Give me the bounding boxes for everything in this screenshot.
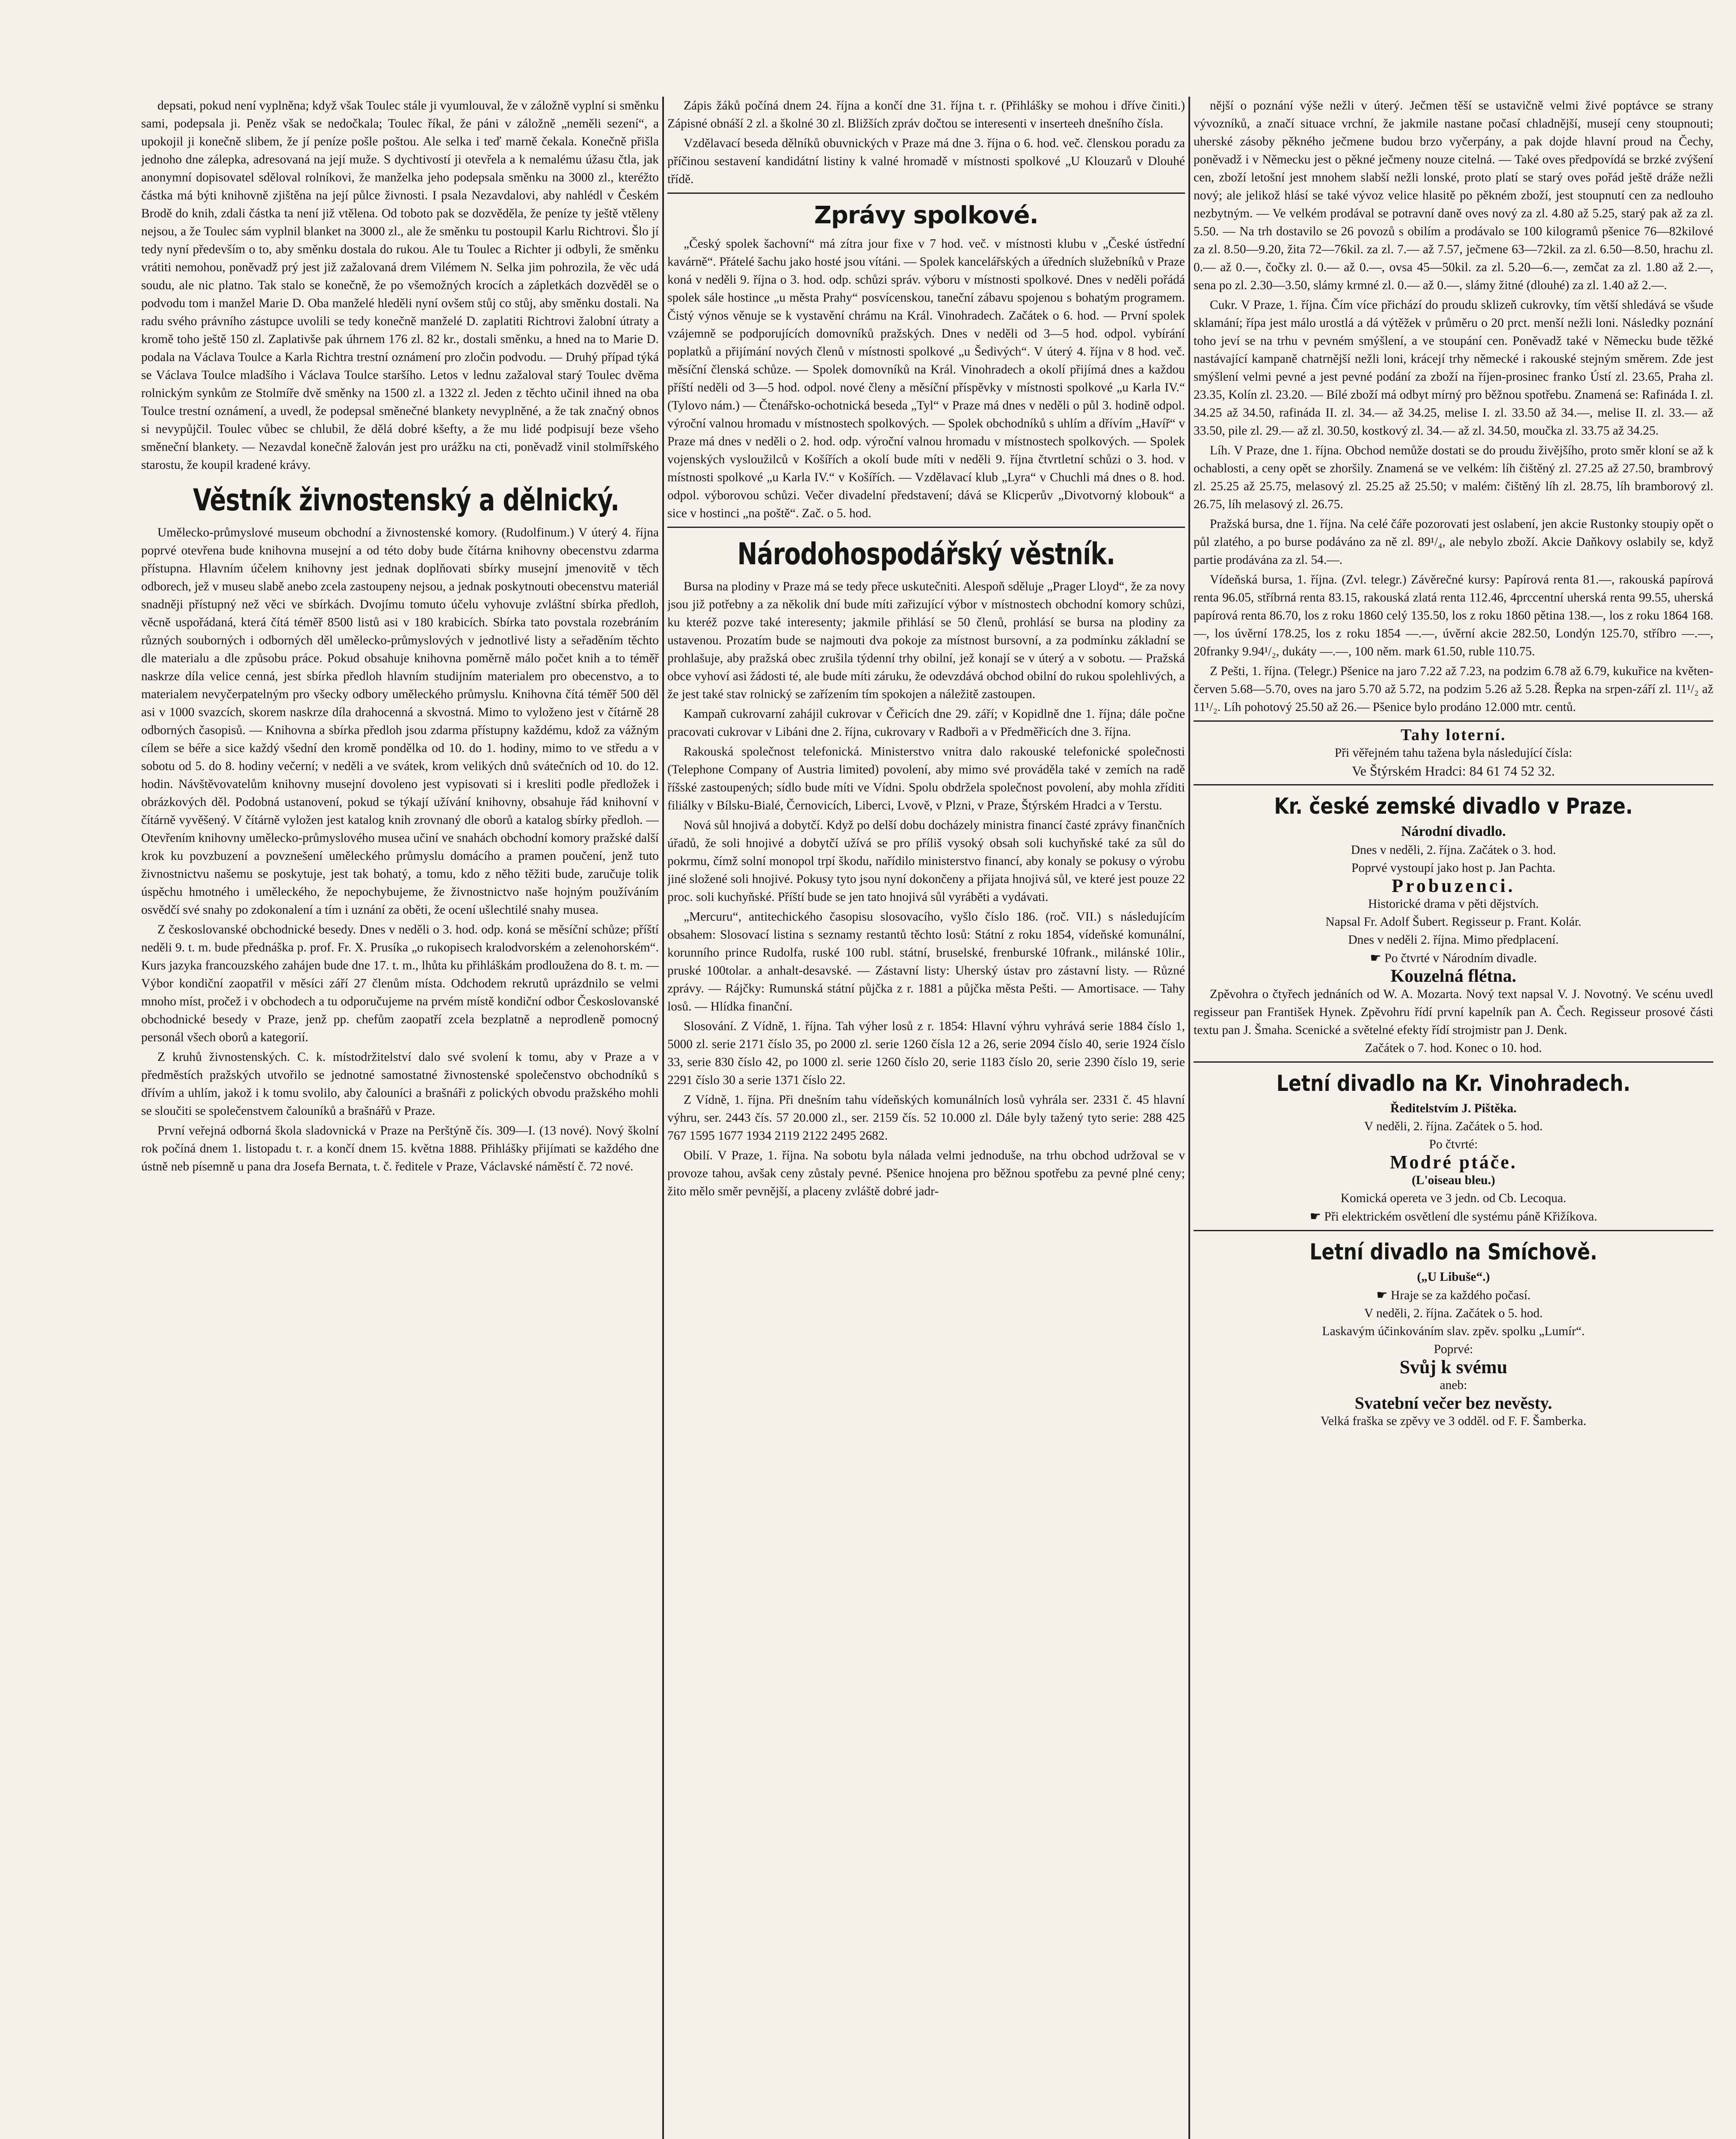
theater-title-vinohrady: Letní divadlo na Kr. Vinohradech. <box>1276 1071 1631 1096</box>
national-line6: Po čtvrté v Národním divadle. <box>1384 951 1537 965</box>
national-line1: Dnes v neděli, 2. října. Začátek o 3. hod. <box>1351 843 1556 857</box>
lottery-place: Ve Štýrském Hradci: <box>1352 763 1466 779</box>
vinohrady-sub: Ředitelstvím J. Pištěka. <box>1390 1102 1517 1115</box>
smichov-line1: Hraje se za každého počasí. <box>1391 1289 1531 1302</box>
article-fertilizer-salt: Nová sůl hnojivá a dobytčí. Když po delší dobu docházely ministra financí časté zprávy finančních úřadů, že soli hnojivé a dobytčí užívá se pro příliš vysoký obsah soli kuchyňské také za sůl do pokrmu, čímž solní monopol trpí škodu, nařídilo ministerstvo financí, aby konaly se pokusy o výrobu jiné složené soli hnojivé. Pokusy tyto jsou nyní dokončeny a přijata hnojivá sůl, ve které jest pouze 22 proc. soli kuchyňské. Příští bude se jen tato hnojivá sůl vyráběti a vydávati. <box>667 818 1185 904</box>
section-heading-clubs: Zprávy spolkové. <box>814 201 1038 229</box>
article-shoemakers: Vzdělavací beseda dělníků obuvnických v Praze má dne 3. října o 6. hod. več. členskou poradu za příčinou sestavení kandidátní listiny k valné hromadě v místnosti spolkové „U Klouzarů v Dlouhé třídě. <box>667 136 1185 186</box>
column-left <box>141 97 659 2139</box>
section-heading-economy: Národohospodářský věstník. <box>737 536 1115 572</box>
theater-title-smichov: Letní divadlo na Smíchově. <box>1309 1239 1597 1265</box>
article-school-enrollment: Zápis žáků počíná dnem 24. října a končí dne 31. října t. r. (Přihlášky se mohou i dříve činiti.) Zápisné obnáší 2 zl. a školné 30 zl. Bližších zpráv dočtou se interesenti v inserteeh dnešního čísla. <box>667 99 1185 130</box>
column-middle <box>667 97 1185 2139</box>
smichov-line3: Laskavým účinkováním slav. zpěv. spolku „Lumír“. <box>1322 1324 1585 1338</box>
pointing-hand-icon: ☛ <box>1376 1288 1388 1302</box>
smichov-play2: Svatební večer bez nevěsty. <box>1354 1393 1552 1413</box>
smichov-line4: Poprvé: <box>1434 1342 1473 1356</box>
vinohrady-line2: Po čtvrté: <box>1429 1138 1478 1151</box>
article-vienna-draw: Z Vídně, 1. října. Při dnešním tahu vídeňských komunálních losů vyhrála ser. 2331 č. 45 hlavní výhru, ser. 2443 čís. 57 20.000 zl., ser. 2159 čís. 52 10.000 zl. Dále byly tažený tyto serie: 288 425 767 1595 1677 1934 2119 2122 2495 2682. <box>667 1093 1185 1143</box>
article-commodity-exchange: Bursa na plodiny v Praze má se tedy přece uskutečniti. Alespoň sděluje „Prager Lloyd“, že za novy jsou již potřebny a za několik dní bude míti zařizující výbor v místnostech obchodní komory schůzi, ku kteréž pozve také interesenty; jakmile přihlásí se 50 členů, prohlásí se bursa na plodiny za ustavenou. Prozatím bude se najmouti dva pokoje za místnost bursovní, a za podmínku základní se prohlašuje, aby pražská obec zrušila týdenní trhy obilní, jež konají se v úterý a v sobotu. — Pražská obce vyhoví asi žádosti té, ale bude míti záruku, že odevzdává obchod obilní do rukou spolehlivých, a že jest také stav rolnický se zařízením tím spokojen a náležitě zastoupen. <box>667 580 1185 701</box>
smichov-line2: V neděli, 2. října. Začátek o 5. hod. <box>1364 1307 1543 1320</box>
pointing-hand-icon: ☛ <box>1370 951 1381 965</box>
column-right <box>1194 97 1713 2139</box>
lottery-numbers <box>1194 762 1713 780</box>
national-play: Probuzenci. <box>1392 875 1515 896</box>
article-grain-cont: nější o poznání výše nežli v úterý. Ječmen těší se ustavičně velmi živé poptávce se strany vývozníků, a značí situace vrchní, že jakmile nastane počasí chladnější, musejí ceny stoupnouti; uherské zásoby pěkného ječmene budou brzo vyčerpány, a pak dojde hlavní proud na Čechy, poněvadž i v Německu jest o pěkné ječmeny nouze citelná. — Také oves předpovídá se brzké zvýšení cen, zboží letošní jest mnohem slabší nežli lonské, proto platí se starý oves pořád ještě dráže nežli nový; ale jelikož hlásí se také vývoz velice hlasitě po pěkném zboží, jest stoupnutí cen za nedlouho nezbytným. — Ve velkém prodával se potravní daně oves nový za zl. 4.80 až 5.25, starý pak až za zl. 5.50. — Na trh dostavilo se 26 povozů s obilím a prodávalo se 100 kilogramů pšenice 76—82kilové za zl. 8.50—9.20, žita 72—76kil. za zl. 7.— až 7.57, ječmene 63—72kil. za zl. 6.50—8.50, hrachu zl. 0.— až 0.—, čočky zl. 0.— až 0.—, ovsa 45—50kil. za zl. 5.20—6.—, zemčat za zl. 1.80 až 2.—, sena po zl. 2.30—3.50, slámy krmné zl. 0.— až 0.—, slámy žitné (dlouhé) za zl. 1.40 až 2.—. <box>1194 99 1713 292</box>
national-line6-row <box>1194 949 1713 967</box>
column-rule <box>1188 97 1190 2139</box>
vinohrady-line3: (L'oiseau bleu.) <box>1411 1173 1496 1187</box>
article-pest: Z Pešti, 1. října. (Telegr.) Pšenice na jaro 7.22 až 7.23, na podzim 6.78 až 6.79, kukuřice na květen-červen 5.68—5.70, oves na jaro 5.70 až 5.72, na podzim 5.26 až 5.28. Řepka na srpen-září zl. 11¹/₂ až 11¹/₂. Líh pohotový 25.50 až 26.— Pšenice bylo prodáno 12.000 mtr. centů. <box>1194 664 1713 714</box>
lottery-title: Tahy loterní. <box>1401 726 1506 744</box>
smichov-line6: Velká fraška se zpěvy ve 3 odděl. od F. F. Šamberka. <box>1320 1414 1587 1428</box>
theater-title-national: Kr. české zemské divadlo v Praze. <box>1274 794 1633 819</box>
article-prague-bourse: Pražská bursa, dne 1. října. Na celé čáře pozorovati jest oslabení, jen akcie Rustonky stoupiy opět o půl zlatého, a po burse podáváno za ně zl. 89¹/₄, ale nebylo zboží. Akcie Daňkovy oslabily se, když partie prodávána za zl. 54.—. <box>1194 517 1713 567</box>
vinohrady-line4: Komická opereta ve 3 jedn. od Cb. Lecoqua. <box>1340 1191 1567 1205</box>
divider <box>1194 784 1713 785</box>
national-line2: Poprvé vystoupí jako host p. Jan Pachta. <box>1351 861 1555 875</box>
smichov-line5: aneb: <box>1440 1378 1467 1392</box>
section-heading-trade: Věstník živnostenský a dělnický. <box>193 483 619 518</box>
article-mercur: „Mercuru“, antitechického časopisu slosovacího, vyšlo číslo 186. (roč. VII.) s následujícím obsahem: Slosovací listina s seznamy restantů těchto losů: Státní z roku 1854, vídeňské komunální, korunního prince Rudolfa, ruské 100 rubl. státní, bruselské, frenburské 10frank., milánské 10lir., pruské 100tolar. a anhalt-desavské. — Zástavní listy: Uherský ústav pro zástavní listy. — Různé zprávy. — Rájčky: Rumunská státní půjčka z r. 1881 a půjčka města Pešti. — Amortisace. — Tahy losů. — Hlídka finanční. <box>667 910 1185 1013</box>
national-line4: Napsal Fr. Adolf Šubert. Regisseur p. Frant. Kolár. <box>1325 915 1582 929</box>
lottery-values: 84 61 74 52 32. <box>1469 763 1555 779</box>
article-merchant-club: Z českoslovanské obchodnické besedy. Dnes v neděli o 3. hod. odp. koná se měsíční schůze; příští neděli 9. t. m. bude přednáška p. prof. Fr. X. Prusíka „o rukopisech kralodvorském a zelenohorském“. Kurs jazyka francouzského zahájen bude dne 17. t. m., lhůta ku přihláškám prodloužena do 8. t. m. — Výbor kondiční zaopatřil v měsíci září 27 členům místa. Odchodem rekrutů uprázdnilo se velmi mnoho míst, pročež i v obchodech a tu odporučujeme na prvém místě kondiční odbor Českoslovanské obchodnické besedy v Praze, jenž pp. chefům zaopatří zcela bezplatně a neprodleně pomocný personál všech oborů a kategorií. <box>141 923 659 1044</box>
article-club-news: „Český spolek šachovní“ má zítra jour fixe v 7 hod. več. v místnosti klubu v „České ústřední kavárně“. Přátelé šachu jako hosté jsou vítáni. — Spolek kancelářských a úředních služebníků v Praze koná v neděli 9. října o 3. hod. odp. schůzi správ. výboru v místnosti spolkové. Dnes v neděli pořádá spolek sále hostince „u města Prahy“ posvícenskou, taneční zábavu spojenou s bohatým programem. Čistý výnos věnuje se k vystavění chrámu na Král. Vinohradech. Začátek o 6. hod. — První spolek vzájemně se podporujících domovníků pražských. Dnes v neděli od 3—5 hod. odpol. vybírání poplatků a přijímání nových členů v místnosti spolkové „u Šedivých“. V úterý 4. října v 8 hod. več. měsíční členská schůze. — Spolek domovníků na Král. Vinohradech a okolí přijímá dnes a každou příští neděli od 3—5 hod. odpol. nové členy a měsíční příspěvky v místnosti spolkové „u Karla IV.“ (Tylovo nám.) — Čtenářsko-ochotnická beseda „Tyl“ v Praze má dnes v neděli o půl 3. hodině odpol. výroční valnou hromadu v místnostech spolkových. — Spolek obchodníků s uhlím a dřívím „Havíř“ v Praze má dnes v neděli o 2. hod. odp. výroční valnou hromadu v místnostech spolkových. — Spolek vojenských vysloužilců v Košířích a okolí bude míti v neděli 9. října čtvrtletní schůzi o 3. hod. v místnosti spolkové „u Karla IV.“ v Košířích. — Vzdělavací klub „Lyra“ v Chuchli má dnes o 8. hod. odpol. výborovou schůzi. Večer divadelní představení; dává se Klicperův „Divotvorný klobouk“ a sice v hostinci „na poště“. Zač. o 5. hod. <box>667 237 1185 520</box>
article-lottery-draw: Slosování. Z Vídně, 1. října. Tah výher losů z r. 1854: Hlavní výhru vyhrává serie 1884 číslo 1, 5000 zl. serie 2171 číslo 35, po 2000 zl. serie 1260 čísla 12 a 26, serie 2094 číslo 40, serie 1924 číslo 33, serie 830 číslo 42, po 1000 zl. serie 1260 číslo 20, serie 1183 číslo 20, serie 2390 číslo 19, serie 2291 číslo 30 a serie 1371 číslo 22. <box>667 1019 1185 1087</box>
article-malt-school: První veřejná odborná škola sladovnická v Praze na Perštýně čís. 309—I. (13 nové). Nový školní rok počíná dnem 1. listopadu t. r. a končí dnem 15. května 1888. Přihlášky přijímati se každého dne ústně neb písemně u pana dra Josefa Bernata, t. č. ředitele v Praze, Václavské náměstí č. 72 nové. <box>141 1124 659 1173</box>
article-trade-circles: Z kruhů živnostenských. C. k. místodržitelství dalo své svolení k tomu, aby v Praze a v předměstích pražských utvořilo se jednotné samostatné živnostenské společenstvo obchodníků s dřívím a uhlím, jakož i k tomu svolilo, aby čalouníci a brašnáři z polických obvodu pražského mohli se sloučiti se společenstvem čalouníků a brašnářů v Praze. <box>141 1050 659 1118</box>
divider <box>667 193 1185 194</box>
article-sugar: Cukr. V Praze, 1. října. Čím více přichází do proudu sklizeň cukrovky, tím větší shledává se všude sklamání; řípa jest málo urostlá a dá výtěžek v průměru o 20 prct. menší nežli loni. Následky poznání toho jeví se na trhu v pevném smýšlení, a ve stoupání cen. Poněvadž také v Německu bude těžké nastávající kampaně chatrnější nežli loni, krácejí trhy německé i rakouské stejným směrem. Zde jest smýšlení velmi pevné a jest pevné podání za zboží na říjen-prosinec franko Ústí zl. 23.65, Praha zl. 23.35, Kolín zl. 23.20. — Bílé zboží má odbyt mírný pro běžnou spotřebu. Znamená se: Rafináda I. zl. 34.25 až 34.50, rafináda II. zl. 34.— až 34.25, melise I. zl. 33.50 až 34.—, melise II. zl. 33.— až 33.50, pile zl. 29.— až zl. 30.50, kostkový zl. 34.— až zl. 34.50, moučka zl. 33.75 až 34.25. <box>1194 298 1713 438</box>
article-grain: Obilí. V Praze, 1. října. Na sobotu byla nálada velmi jednoduše, na trhu obchod udržoval se v provoze tahou, avšak ceny zůstaly pevné. Pšenice hnojena pro běžnou spotřebu za pevné plné ceny; žito mělo směr pevnější, a placeny zvláště dobré jadr- <box>667 1149 1185 1198</box>
article-sugar-campaign: Kampaň cukrovarní zahájil cukrovar v Čeřicích dne 29. září; v Kopidlně dne 1. října; dále počne pracovati cukrovar v Libáni dne 2. října, cukrovary v Radboři a v Předměřicích dne 3. října. <box>667 707 1185 739</box>
lottery-text: Při věřejném tahu tažena byla následující čísla: <box>1334 746 1573 760</box>
vinohrady-line5-row <box>1194 1207 1713 1226</box>
smichov-play: Svůj k svému <box>1399 1357 1508 1378</box>
national-line5: Dnes v neděli 2. října. Mimo předplacení. <box>1348 933 1559 947</box>
national-line7: Zpěvohra o čtyřech jednáních od W. A. Mozarta. Nový text napsal V. J. Novotný. Ve scénu uvedl regisseur pan František Hynek. Zpěvohru řídí první kapelník pan A. Čech. Regisseur prosové části textu pan J. Šmaha. Scenické a světelné efekty řídí strojmistr pan J. Denk. <box>1194 987 1713 1037</box>
smichov-sub: („U Libuše“.) <box>1417 1270 1490 1284</box>
divider <box>1194 720 1713 722</box>
divider <box>1194 1230 1713 1231</box>
article-fraud-case: depsati, pokud není vyplněna; když však Toulec stále ji vyumlouval, že v záložně vyplní si směnku sami, podepsala ji. Peněz však se nedočkala; Toulec říkal, že páni v záložně „neměli sezení“, a upokojil ji konečně slibem, že jí peníze pošle poštou. Ale selka i teď marně čekala. Konečně přišla jednoho dne zálepka, adresovaná na její muže. S dychtivostí ji otevřela a k nemalému úžasu čtla, jak anonymní dopisovatel sděloval rolníkovi, že manželka jeho podepsala směnku na 3000 zl., kteréžto částka má býti knihovně zjištěna na její půlce živnosti. I psala Nezavdalovi, aby nahlédl v Českém Brodě do knih, zdali částka ta není již vtělena. Od toboto pak se dozvěděla, že peníze ty ještě vtěleny nejsou, a že Toulec sám vyplnil blanket na 3000 zl., ale že směnku tu postoupil Karlu Richtrovi. Šlo jí tedy nyní především o to, aby směnku dostala do rukou. Ale tu Toulec a Richter ji odbyli, že směnku vrátiti nemohou, poněvadž prý jest již zažalovaná drem Vilémem N. Selka jim pohrozila, že věc udá soudu, ale nic platno. Tak stalo se konečně, že po všemožných krocích a zápletkách dozvěděl se o podvodu tom i manžel Marie D. Oba manželé hleděli nyní ovšem stůj co stůj, aby směnku dostali. Na radu svého právního zástupce uvolili se tedy konečně manželé D. zaplatiti Richtrovi žalobní útraty a kromě toho ještě 150 zl. Zaplativše pak úhrnem 176 zl. 82 kr., dostali směnku, a hned na to Marie D. podala na Václava Toulce a Karla Richtra trestní oznámení pro zločin podvodu. — Druhý případ týká se Václava Toulce mladšího i Václava Toulce staršího. Letos v lednu zažaloval starý Toulec dvěma rolnickým synkům ze Stolmíře dvě směnky na 1500 zl. a 1322 zl. Jeden z těchto učinil ihned na oba Toulce trestní oznámení, a uvedl, že podepsal směnečné blankety nevyplněné, a že tak značný obnos si nevypůjčil. Toulec vůbec se chlubil, že dělá dobré kšefty, a že mu lidé podpisují beze všeho směneční blankety. — Nezavdal konečně žalován jest pro urážku na cti, poněvadž vinil stolmířského starostu, že koupil kradené krávy. <box>141 99 659 472</box>
divider <box>1194 1061 1713 1063</box>
column-rule <box>662 97 664 2139</box>
article-vienna-bourse: Vídeňská bursa, 1. října. (Zvl. telegr.) Závěrečné kursy: Papírová renta 81.—, rakouská papírová renta 96.05, stříbrná renta 83.15, rakouská zlatá renta 112.46, 4prccentní uherská renta 99.55, uherská papírová renta 86.70, los z roku 1860 celý 135.50, los z roku 1860 pětina 138.—, los z roku 1864 168.—, los úvěrní 178.25, los z roku 1854 —.—, úvěrní akcie 282.50, Londýn 125.70, stříbro —.—, 20franky 9.94¹/₂, dukáty —.—, 100 něm. mark 61.50, ruble 110.75. <box>1194 573 1713 658</box>
vinohrady-line1: V neděli, 2. října. Začátek o 5. hod. <box>1364 1120 1543 1133</box>
national-play2: Kouzelná flétna. <box>1390 966 1517 986</box>
theater-sub-national: Národní divadlo. <box>1401 824 1506 839</box>
divider <box>667 527 1185 528</box>
vinohrady-line5: Při elektrickém osvětlení dle systému páně Křižíkova. <box>1324 1210 1597 1224</box>
national-line8: Začátek o 7. hod. Konec o 10. hod. <box>1365 1041 1542 1055</box>
pointing-hand-icon: ☛ <box>1309 1209 1321 1224</box>
national-line3: Historické drama v pěti dějstvích. <box>1368 897 1539 911</box>
vinohrady-play: Modré ptáče. <box>1389 1152 1517 1173</box>
article-spirits: Líh. V Praze, dne 1. října. Obchod nemůže dostati se do proudu živějšího, proto směr kloní se až k ochablosti, a ceny opět se zhoršily. Znamená se ve velkém: líh čištěný zl. 27.25 až 27.50, brambrový zl. 25.25 až 25.75, melasový zl. 25.25 až 25.50; v malém: čištěný líh zl. 28.75, líh bramborový zl. 26.75, líh melasový zl. 26.75. <box>1194 444 1713 511</box>
smichov-line1-row <box>1194 1286 1713 1304</box>
article-museum-library: Umělecko-průmyslové museum obchodní a živnostenské komory. (Rudolfinum.) V úterý 4. října poprvé otevřena bude knihovna musejní a od této doby bude čítárna knihovny obecenstvu zdarma přístupna. Hlavním účelem knihovny jest jednak doplňovati sbírky musejní jmenovitě v těch odborech, jež v museu slabě anebo zcela zastoupeny nejsou, a jednak poskytnouti obecenstvu materiál snadněji přístupný než věci ve sbírkách. Dvojímu tomuto účelu vyhovuje zvláštní sbírka předloh, věcně uspořádaná, která čítá téměř 8500 listů asi v 180 krabicích. Sbírka tato povstala rozebráním různých souborných i odborných děl umělecko-průmyslových v jednotlivé listy a seřaděním těchto dle materialu a dle způsobu práce. Pokud obsahuje knihovna poměrně málo počet knih a to téměř naskrze díla velice cenná, jest sbírka předloh hlavním studijním materialem pro obecenstvo, a to materialem nevyčerpatelným pro všecky odbory uměleckého průmyslu. Knihovna čítá téměř 500 děl asi v 1000 svazcích, skorem naskrze díla drahocenná a skvostná. Mimo to vyloženo jest v čítárně 28 odborných časopisů. — Knihovna a sbírka předloh jsou zdarma přístupny každému, kdož za vážným cílem se béře a sice každý všední den kromě pondělka od 10. do 1. hodiny, mimo to ve středu a v sobotu od 5. do 8. hodiny večerní; v neděli a ve svátek, krom velikých dnů svátečních od 10. do 12. hodin. Návštěvovatelům knihovny musejní dovoleno jest vypisovati si i kresliti podle předložek i obrázkových děl. Podobná ustanovení, pokud se týkají užívání knihovny, obsahuje řád knihovní v čítárně vyvěšený. V čítárně vyložen jest katalog knih zrovnaný dle oborů a katalog sbírky předloh. — Otevřením knihovny umělecko-průmyslového musea učiní ve snahách obchodní komory pražské další krok ku povzbuzení a povznešení uměleckého průmyslu domácího a pramen poučení, jenž tuto živnostnictvu našemu se poskytuje, jest tak bohatý, a tomu, kdo z něho těžiti bude, zaručuje tolik úspěchu hmotného i uměleckého, že nepochybujeme, že živnostnictvo naše hojným používáním osvědčí své snahy po zdokonalení a tím i uznání za oběti, že ocení ušlechtilé snahy musea. <box>141 526 659 917</box>
article-telephone: Rakouská společnost telefonická. Ministerstvo vnitra dalo rakouské telefonické společnosti (Telephone Company of Austria limited) povolení, aby mimo své prováděla také v zemích na radě říšské zastoupených; sídlo bude míti ve Vídni. Spolu obdržela společnost povolení, aby mohla zříditi filiálky v Bílsku-Bialé, Černovicích, Liberci, Lvově, v Plzni, v Praze, Štýrském Hradci a v Terstu. <box>667 745 1185 812</box>
